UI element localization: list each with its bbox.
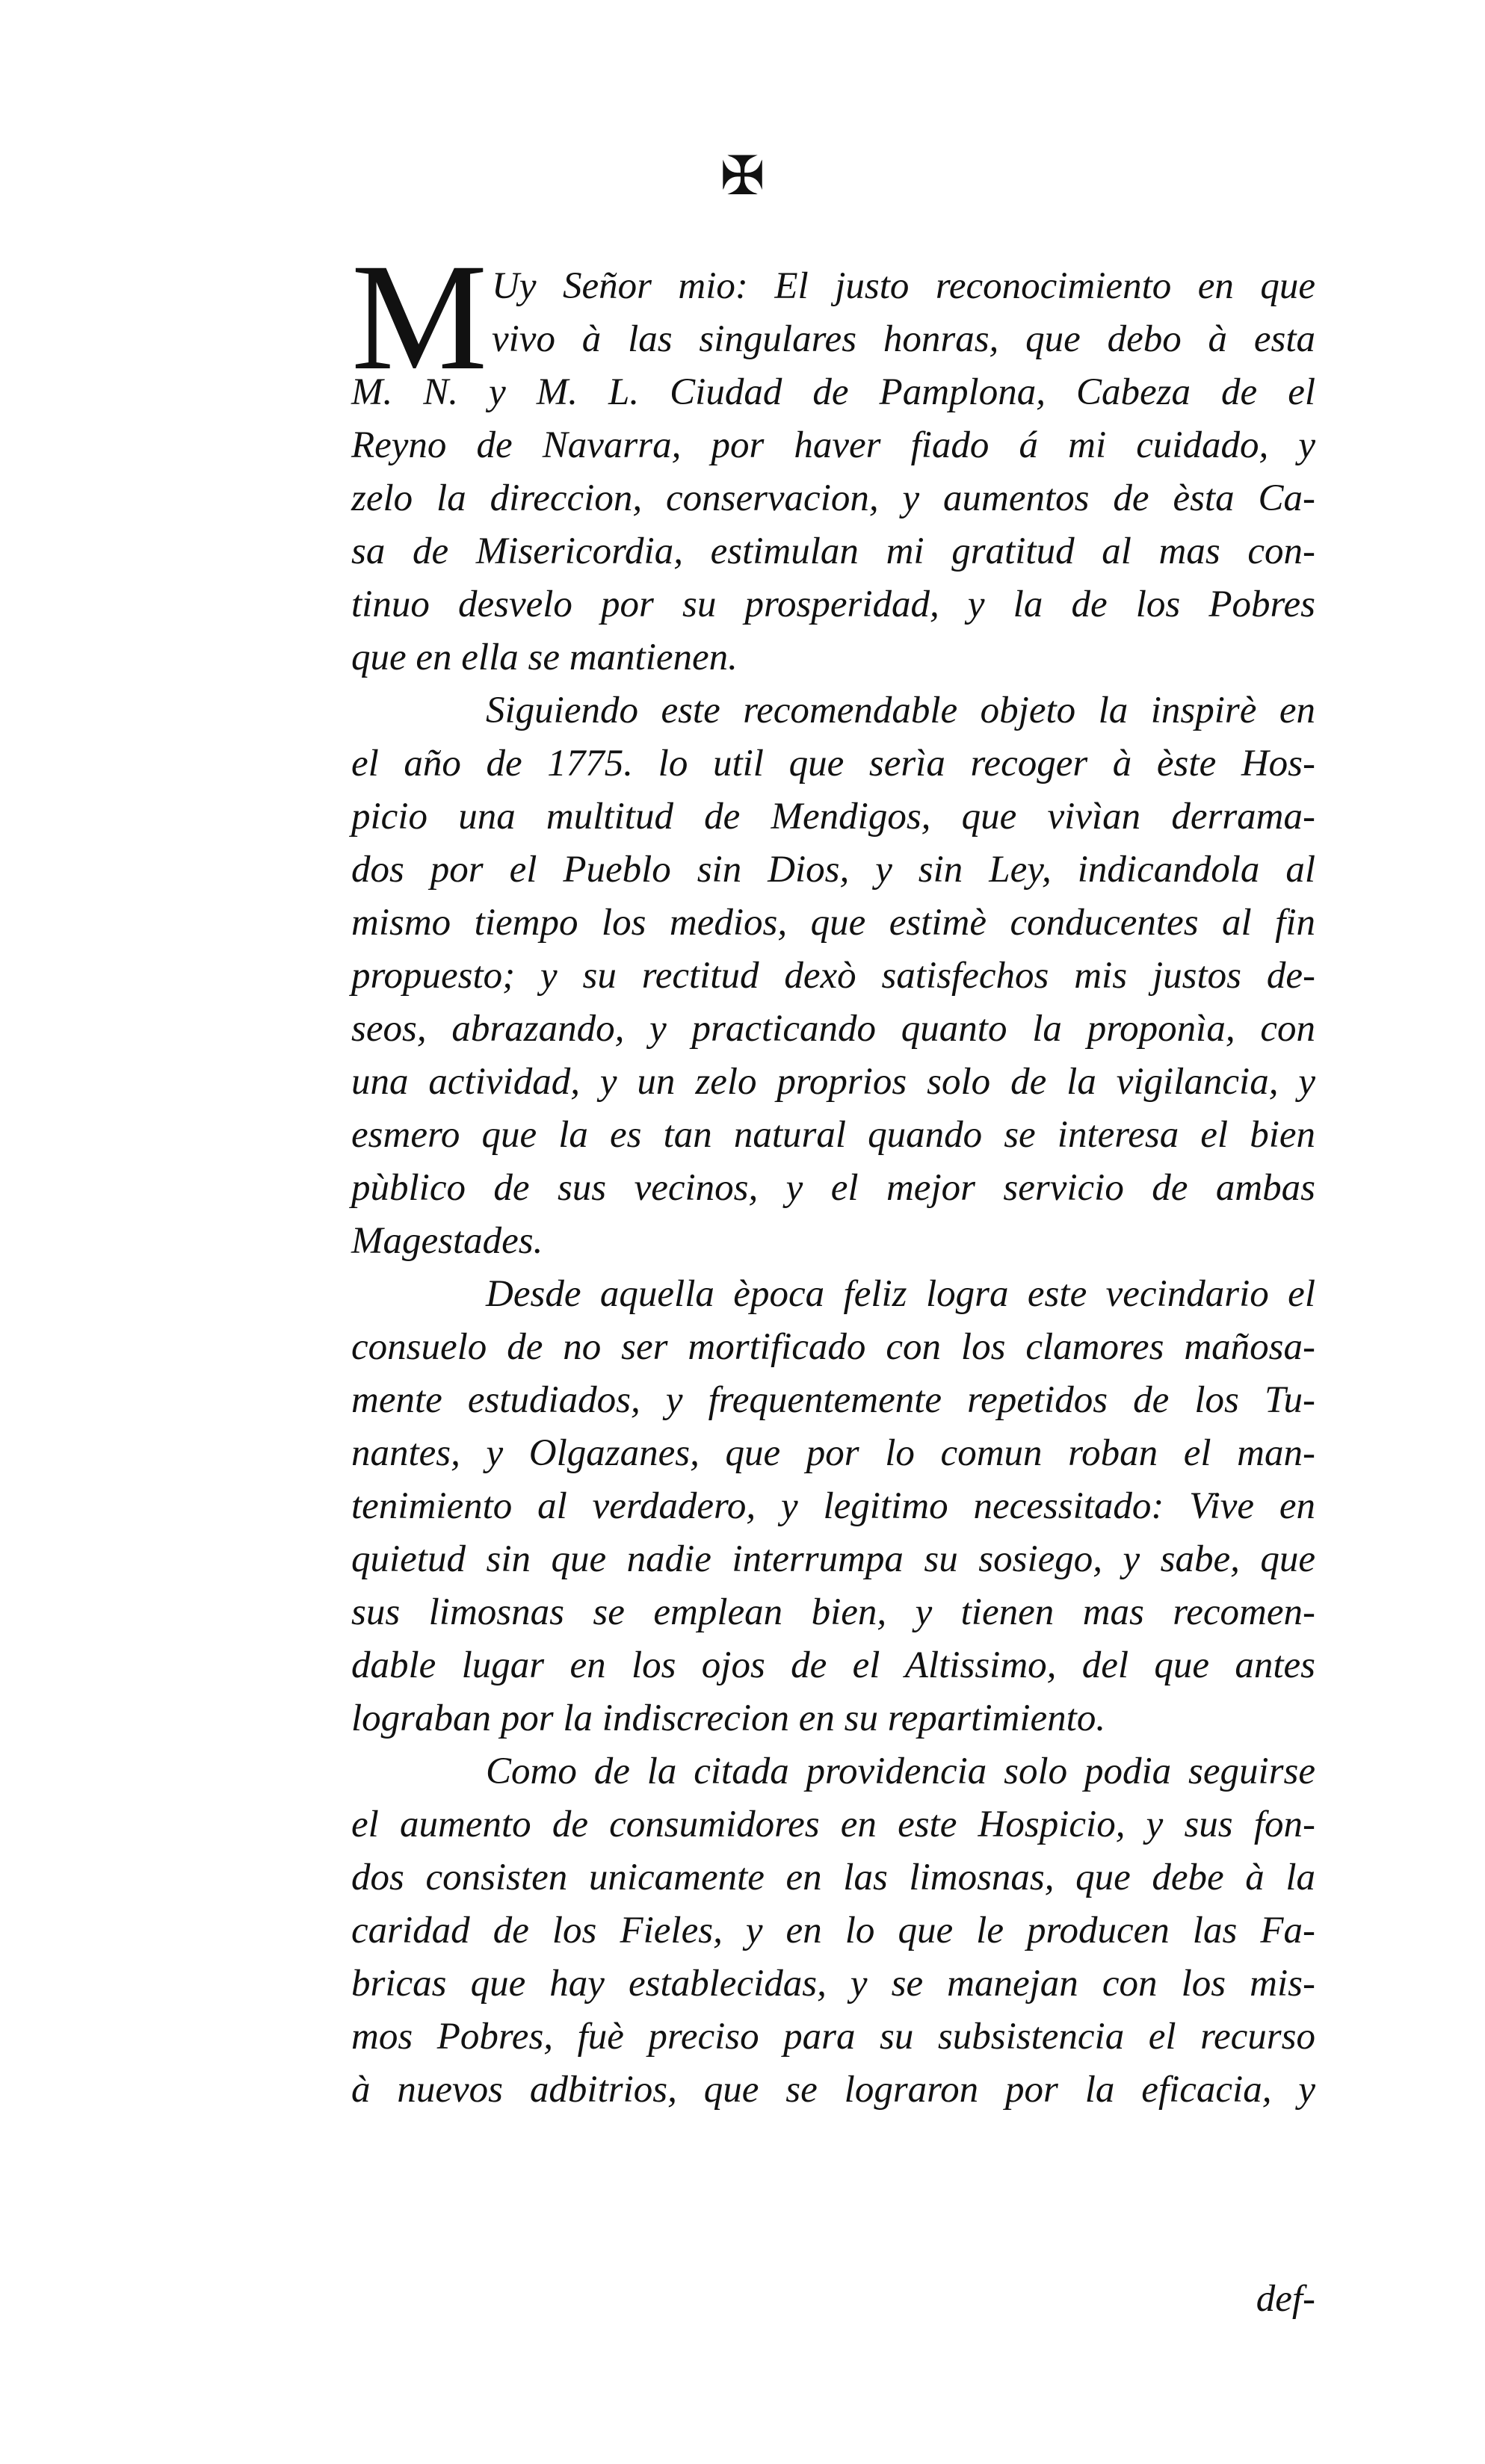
text-line: mismo tiempo los medios, que estimè conducentes al fin [351, 902, 1315, 944]
text-line: Desde aquella època feliz logra este vecindario el [486, 1273, 1315, 1315]
cross-ornament-icon: ✠ [720, 146, 765, 206]
paragraph [351, 1268, 1315, 1745]
text-line: dos consisten unicamente en las limosnas, que debe à la [351, 1857, 1315, 1898]
text-line: consuelo de no ser mortificado con los clamores mañosa- [351, 1326, 1315, 1368]
text-line: seos, abrazando, y practicando quanto la proponìa, con [351, 1008, 1315, 1050]
paragraph [351, 1745, 1315, 2117]
text-line: Reyno de Navarra, por haver fiado á mi cuidado, y [351, 424, 1315, 466]
text-line: Uy Señor mio: El justo reconocimiento en que [492, 265, 1315, 307]
text-line: M. N. y M. L. Ciudad de Pamplona, Cabeza de el [351, 371, 1315, 413]
text-line: nantes, y Olgazanes, que por lo comun roban el man- [351, 1432, 1315, 1474]
text-line: picio una multitud de Mendigos, que vivìan derrama- [351, 796, 1315, 838]
text-line: lograban por la indiscrecion en su repartimiento. [351, 1697, 1106, 1739]
text-line: quietud sin que nadie interrumpa su sosiego, y sabe, que [351, 1538, 1315, 1580]
text-line: Siguiendo este recomendable objeto la inspirè en [486, 690, 1315, 731]
text-line: caridad de los Fieles, y en lo que le producen las Fa- [351, 1910, 1315, 1951]
body-text [351, 260, 1315, 2117]
text-line: tenimiento al verdadero, y legitimo necessitado: Vive en [351, 1485, 1315, 1527]
text-line: à nuevos adbitrios, que se lograron por la eficacia, y [351, 2069, 1315, 2111]
text-line: el aumento de consumidores en este Hospicio, y sus fon- [351, 1804, 1315, 1845]
text-line: sus limosnas se emplean bien, y tienen mas recomen- [351, 1591, 1315, 1633]
text-line: tinuo desvelo por su prosperidad, y la de los Pobres [351, 584, 1315, 625]
text-line: bricas que hay establecidas, y se manejan con los mis- [351, 1963, 1315, 2005]
drop-cap: M [351, 232, 488, 402]
catchword: def- [1256, 2278, 1315, 2320]
text-line: el año de 1775. lo util que serìa recoger à èste Hos- [351, 743, 1315, 784]
text-line: Como de la citada providencia solo podia seguirse [486, 1751, 1315, 1792]
text-line: mente estudiados, y frequentemente repetidos de los Tu- [351, 1379, 1315, 1421]
text-line: que en ella se mantienen. [351, 637, 738, 678]
paragraph [351, 260, 1315, 684]
text-line: mos Pobres, fuè preciso para su subsistencia el recurso [351, 2016, 1315, 2058]
text-line: sa de Misericordia, estimulan mi gratitud al mas con- [351, 530, 1315, 572]
text-line: vivo à las singulares honras, que debo à esta [492, 318, 1315, 360]
text-line: pùblico de sus vecinos, y el mejor servicio de ambas [351, 1167, 1315, 1209]
text-line: Magestades. [351, 1220, 543, 1262]
paragraph [351, 684, 1315, 1268]
text-line: una actividad, y un zelo proprios solo de la vigilancia, y [351, 1061, 1315, 1103]
text-line: dos por el Pueblo sin Dios, y sin Ley, indicandola al [351, 849, 1315, 891]
text-line: zelo la direccion, conservacion, y aumentos de èsta Ca- [351, 477, 1315, 519]
text-line: propuesto; y su rectitud dexò satisfechos mis justos de- [351, 955, 1315, 997]
text-line: dable lugar en los ojos de el Altissimo, del que antes [351, 1644, 1315, 1686]
text-line: esmero que la es tan natural quando se interesa el bien [351, 1114, 1315, 1156]
